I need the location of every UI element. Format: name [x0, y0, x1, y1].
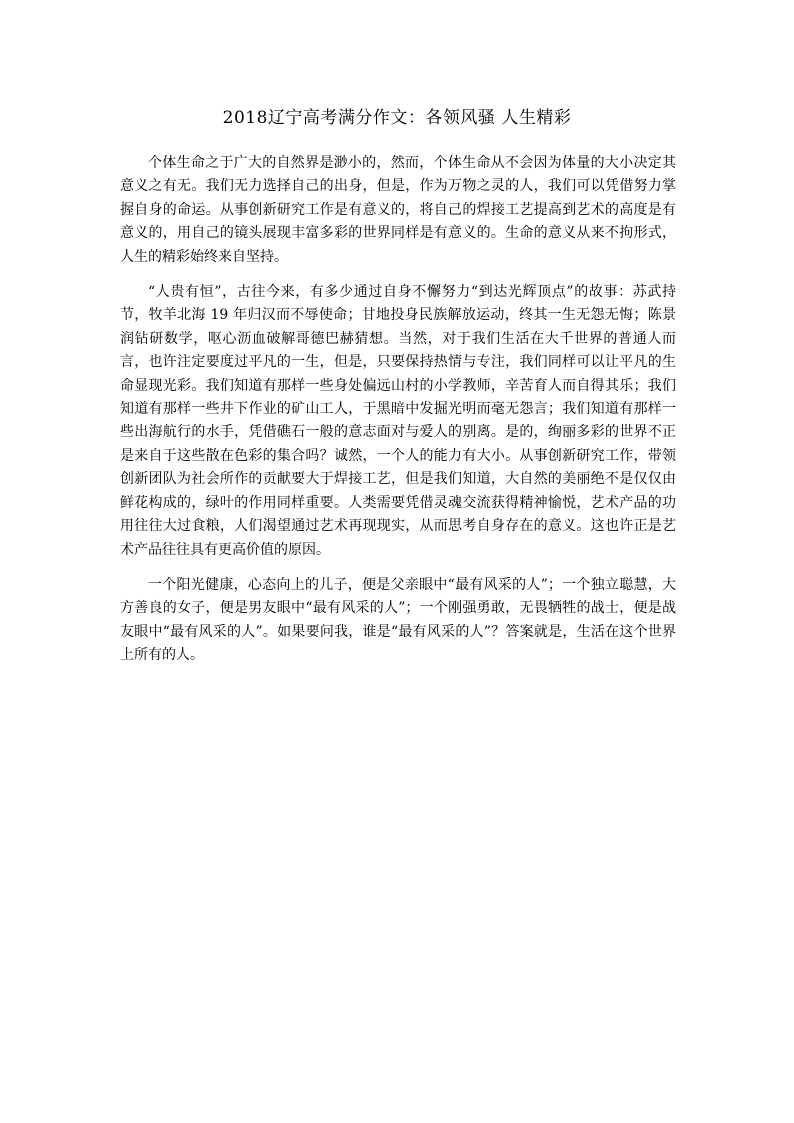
- paragraph-3: 一个阳光健康，心态向上的儿子，便是父亲眼中“最有风采的人”；一个独立聪慧，大方善良的女子，便是男友眼中“最有风采的人”；一个刚强勇敢，无畏牺牲的战士，便是战友眼中“最有风采的人”。如果要问我，谁是“最有风采的人”？答案就是，生活在这个世界上所有的人。: [120, 576, 676, 664]
- document-title: 2018辽宁高考满分作文：各领风骚 人生精彩: [222, 108, 572, 128]
- paragraph-2: “人贵有恒”，古往今来，有多少通过自身不懈努力“到达光辉顶点”的故事：苏武持节，牧羊北海 19 年归汉而不辱使命；甘地投身民族解放运动，终其一生无怨无悔；陈景润钻研数学，呕心沥血破解哥德巴赫猜想。当然，对于我们生活在大千世界的普通人而言，也许注定要度过平凡的一生，但是，只要保持热情与专注，我们同样可以让平凡的生命显现光彩。我们知道有那样一些身处偏远山村的小学教师，辛苦育人而自得其乐；我们知道有那样一些井下作业的矿山工人，于黑暗中发掘光明而毫无怨言；我们知道有那样一些出海航行的水手，凭借礁石一般的意志面对与爱人的别离。是的，绚丽多彩的世界不正是来自于这些散在色彩的集合吗？诚然，一个人的能力有大小。从事创新研究工作，带领创新团队为社会所作的贡献要大于焊接工艺，但是我们知道，大自然的美丽绝不是仅仅由鲜花构成的，绿叶的作用同样重要。人类需要凭借灵魂交流获得精神愉悦，艺术产品的功用往往大过食粮，人们渴望通过艺术再现现实，从而思考自身存在的意义。这也许正是艺术产品往往具有更高价值的原因。: [120, 284, 676, 558]
- paragraph-1: 个体生命之于广大的自然界是渺小的，然而，个体生命从不会因为体量的大小决定其意义之有无。我们无力选择自己的出身，但是，作为万物之灵的人，我们可以凭借努力掌握自身的命运。从事创新研究工作是有意义的，将自己的焊接工艺提高到艺术的高度是有意义的，用自己的镜头展现丰富多彩的世界同样是有意义的。生命的意义从来不拘形式，人生的精彩始终来自坚持。: [120, 155, 676, 265]
- document-body: [120, 152, 676, 680]
